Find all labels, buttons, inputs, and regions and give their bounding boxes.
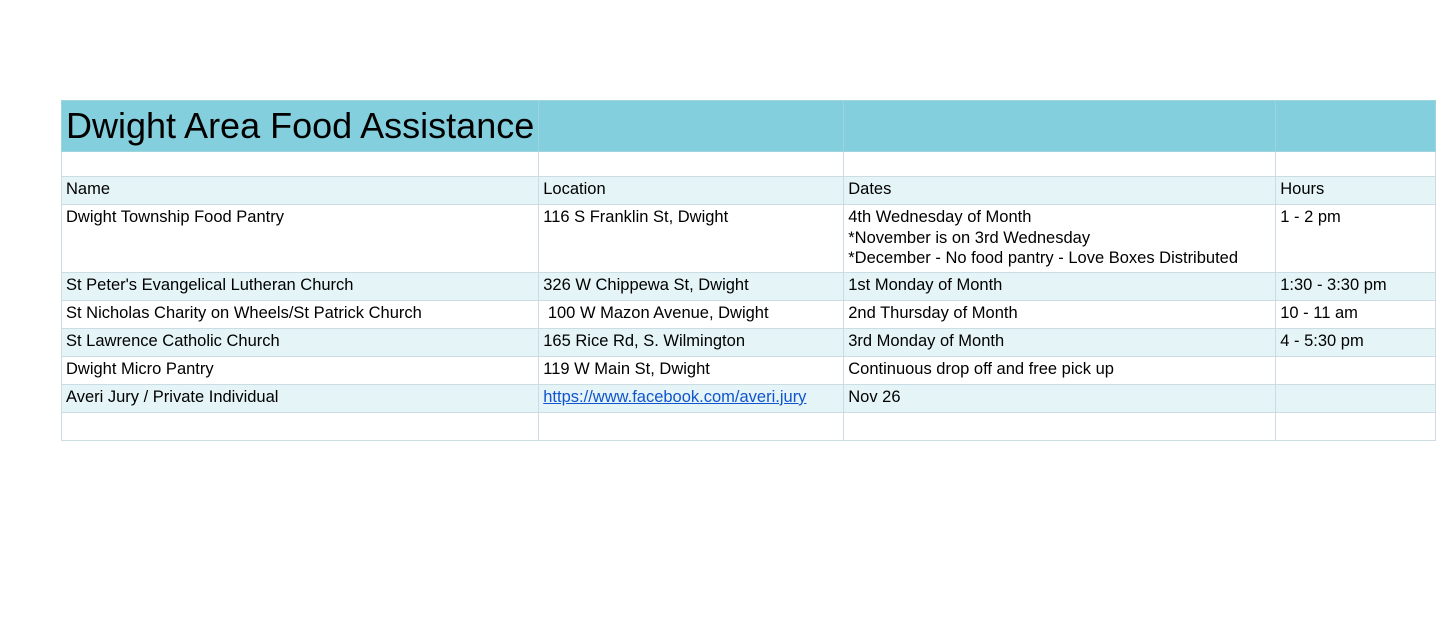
empty-cell[interactable] bbox=[62, 413, 539, 441]
spacer-row bbox=[62, 152, 1436, 177]
title-cell-empty[interactable] bbox=[844, 101, 1276, 152]
cell-name[interactable]: St Nicholas Charity on Wheels/St Patrick Church bbox=[62, 301, 539, 329]
cell-dates[interactable]: Continuous drop off and free pick up bbox=[844, 357, 1276, 385]
date-note: *December - No food pantry - Love Boxes Distributed bbox=[848, 249, 1239, 267]
empty-cell[interactable] bbox=[62, 152, 539, 177]
header-dates[interactable]: Dates bbox=[844, 177, 1276, 205]
facebook-link[interactable]: https://www.facebook.com/averi.jury bbox=[543, 388, 807, 406]
empty-cell[interactable] bbox=[1276, 413, 1436, 441]
title-row bbox=[62, 101, 1436, 152]
sheet-title[interactable]: Dwight Area Food Assistance bbox=[62, 101, 539, 152]
location-text: 100 W Mazon Avenue, Dwight bbox=[543, 304, 769, 322]
cell-hours[interactable] bbox=[1276, 357, 1436, 385]
cell-dates[interactable]: 3rd Monday of Month bbox=[844, 329, 1276, 357]
header-hours[interactable]: Hours bbox=[1276, 177, 1436, 205]
table-row bbox=[62, 357, 1436, 385]
header-row bbox=[62, 177, 1436, 205]
header-name[interactable]: Name bbox=[62, 177, 539, 205]
cell-location[interactable]: 326 W Chippewa St, Dwight bbox=[539, 273, 844, 301]
table-row bbox=[62, 329, 1436, 357]
cell-name[interactable]: St Lawrence Catholic Church bbox=[62, 329, 539, 357]
empty-cell[interactable] bbox=[539, 413, 844, 441]
cell-location[interactable] bbox=[539, 385, 844, 413]
empty-cell[interactable] bbox=[1276, 152, 1436, 177]
cell-hours[interactable]: 10 - 11 am bbox=[1276, 301, 1436, 329]
cell-location[interactable]: 165 Rice Rd, S. Wilmington bbox=[539, 329, 844, 357]
empty-cell[interactable] bbox=[539, 152, 844, 177]
empty-cell[interactable] bbox=[844, 413, 1276, 441]
cell-location[interactable]: 116 S Franklin St, Dwight bbox=[539, 205, 844, 273]
table-row bbox=[62, 273, 1436, 301]
title-cell-empty[interactable] bbox=[1276, 101, 1436, 152]
empty-row bbox=[62, 413, 1436, 441]
cell-dates[interactable]: Nov 26 bbox=[844, 385, 1276, 413]
cell-location[interactable]: 119 W Main St, Dwight bbox=[539, 357, 844, 385]
header-location[interactable]: Location bbox=[539, 177, 844, 205]
food-assistance-table bbox=[61, 100, 1436, 441]
cell-hours[interactable] bbox=[1276, 385, 1436, 413]
cell-name[interactable]: St Peter's Evangelical Lutheran Church bbox=[62, 273, 539, 301]
title-cell-empty[interactable] bbox=[539, 101, 844, 152]
cell-hours[interactable]: 1:30 - 3:30 pm bbox=[1276, 273, 1436, 301]
cell-location[interactable] bbox=[539, 301, 844, 329]
table-row bbox=[62, 205, 1436, 273]
cell-hours[interactable]: 4 - 5:30 pm bbox=[1276, 329, 1436, 357]
empty-cell[interactable] bbox=[844, 152, 1276, 177]
table-row bbox=[62, 301, 1436, 329]
date-line: 4th Wednesday of Month bbox=[848, 208, 1032, 226]
cell-dates[interactable]: 2nd Thursday of Month bbox=[844, 301, 1276, 329]
table-row bbox=[62, 385, 1436, 413]
cell-hours[interactable]: 1 - 2 pm bbox=[1276, 205, 1436, 273]
cell-name[interactable]: Dwight Township Food Pantry bbox=[62, 205, 539, 273]
cell-dates[interactable] bbox=[844, 205, 1276, 273]
cell-name[interactable]: Averi Jury / Private Individual bbox=[62, 385, 539, 413]
cell-dates[interactable]: 1st Monday of Month bbox=[844, 273, 1276, 301]
date-note: *November is on 3rd Wednesday bbox=[848, 228, 1091, 247]
cell-name[interactable]: Dwight Micro Pantry bbox=[62, 357, 539, 385]
